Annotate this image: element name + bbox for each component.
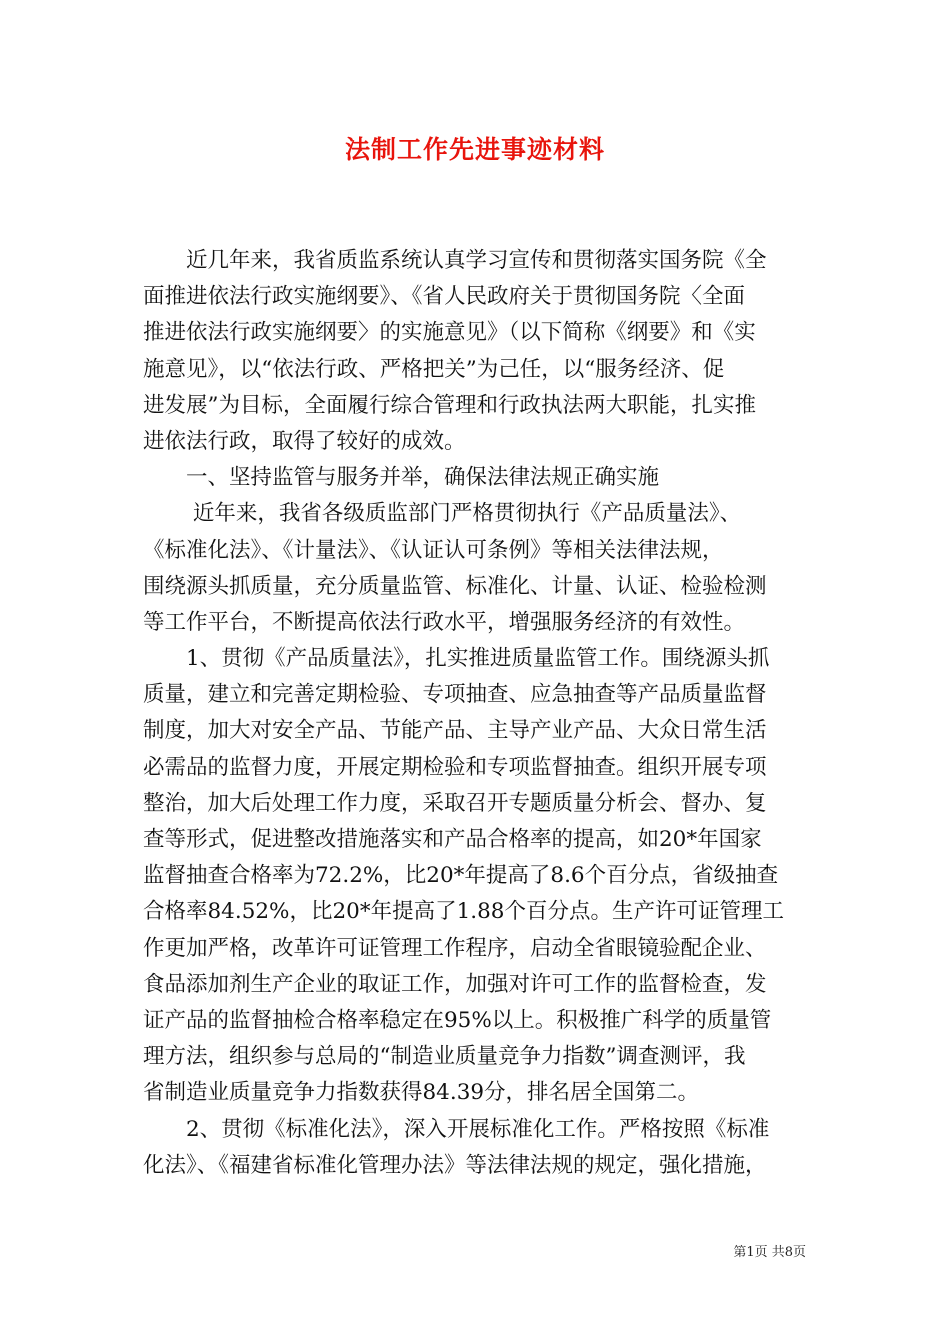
body-line: 制度，加大对安全产品、节能产品、主导产业产品、大众日常生活 (143, 718, 767, 744)
body-line: 1、贯彻《产品质量法》，扎实推进质量监管工作。围绕源头抓 (143, 646, 770, 672)
body-line: 合格率84.52%，比20*年提高了1.88个百分点。生产许可证管理工 (143, 899, 784, 925)
body-line: 省制造业质量竞争力指数获得84.39分，排名居全国第二。 (143, 1080, 700, 1106)
page-indicator: 第1页 共8页 (733, 1245, 806, 1260)
body-line: 理方法，组织参与总局的“制造业质量竞争力指数”调查测评，我 (143, 1044, 746, 1070)
body-line: 作更加严格，改革许可证管理工作程序，启动全省眼镜验配企业、 (143, 935, 767, 961)
body-line: 进发展”为目标，全面履行综合管理和行政执法两大职能，扎实推 (143, 392, 756, 418)
body-line: 近年来，我省各级质监部门严格贯彻执行《产品质量法》、 (143, 501, 742, 527)
body-line: 面推进依法行政实施纲要》、《省人民政府关于贯彻国务院〈全面 (143, 284, 746, 310)
body-line: 质量，建立和完善定期检验、专项抽查、应急抽查等产品质量监督 (143, 682, 767, 708)
body-line: 化法》、《福建省标准化管理办法》等法律法规的规定，强化措施， (143, 1152, 767, 1178)
body-line: 食品添加剂生产企业的取证工作，加强对许可工作的监督检查，发 (143, 971, 767, 997)
section-heading: 一、坚持监管与服务并举，确保法律法规正确实施 (143, 465, 660, 491)
body-line: 2、贯彻《标准化法》，深入开展标准化工作。严格按照《标准 (143, 1116, 770, 1142)
body-line: 必需品的监督力度，开展定期检验和专项监督抽查。组织开展专项 (143, 754, 767, 780)
body-line: 进依法行政，取得了较好的成效。 (143, 428, 466, 454)
body-line: 查等形式，促进整改措施落实和产品合格率的提高，如20*年国家 (143, 827, 762, 852)
body-line: 整治，加大后处理工作力度，采取召开专题质量分析会、督办、复 (143, 790, 767, 816)
body-line: 等工作平台，不断提高依法行政水平，增强服务经济的有效性。 (143, 609, 746, 635)
body-line: 监督抽查合格率为72.2%，比20*年提高了8.6个百分点，省级抽查 (143, 863, 779, 889)
body-line: 施意见》，以“依法行政、严格把关”为己任，以“服务经济、促 (143, 356, 725, 382)
body-line: 推进依法行政实施纲要〉的实施意见》（以下简称《纲要》和《实 (143, 320, 756, 346)
body-line: 《标准化法》、《计量法》、《认证认可条例》等相关法律法规， (143, 537, 724, 563)
body-line: 近几年来，我省质监系统认真学习宣传和贯彻落实国务院《全 (143, 248, 767, 273)
page-title: 法制工作先进事迹材料 (344, 135, 605, 164)
body-line: 证产品的监督抽检合格率稳定在95%以上。积极推广科学的质量管 (143, 1007, 772, 1033)
body-line: 围绕源头抓质量，充分质量监管、标准化、计量、认证、检验检测 (143, 573, 767, 599)
document-body (143, 243, 807, 1184)
